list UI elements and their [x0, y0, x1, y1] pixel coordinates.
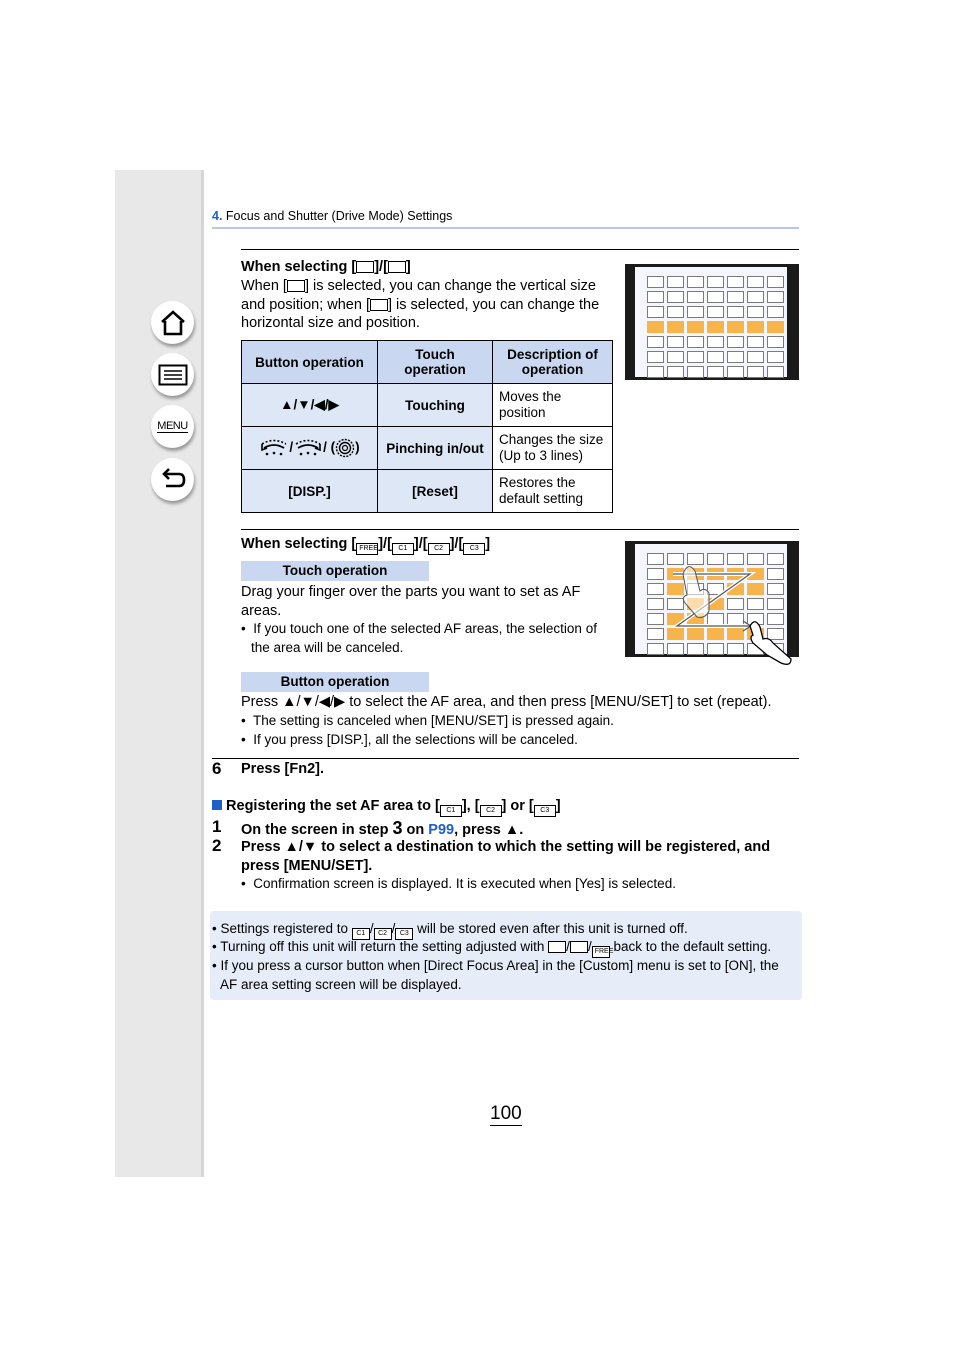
af-custom3-icon: C3	[395, 928, 413, 940]
af-area-cell	[707, 366, 724, 378]
button-operation-note-1: • The setting is canceled when [MENU/SET] is pressed again.	[241, 713, 614, 728]
af-area-cell	[727, 366, 744, 378]
af-area-cell	[667, 306, 684, 318]
section-description: When [ ] is selected, you can change the vertical size and position; when [ ] is selected, you can change the horizontal size and position.	[241, 278, 600, 331]
af-area-cell	[747, 366, 764, 378]
touch-operation-band: Touch operation	[241, 561, 429, 581]
touch-operation-text: Drag your finger over the parts you want to set as AF areas.	[241, 584, 581, 619]
af-area-cell	[747, 321, 764, 333]
af-area-cell	[747, 351, 764, 363]
af-area-cell	[647, 351, 664, 363]
section-divider	[241, 249, 799, 250]
cell-touch: [Reset]	[378, 470, 493, 513]
header-touch-operation: Touch operation	[378, 341, 493, 384]
af-custom2-icon: C2	[374, 928, 392, 940]
af-area-cell	[687, 306, 704, 318]
note-item: • If you press a cursor button when [Direct Focus Area] in the [Custom] menu is set to [ON], the AF area setting screen will be displayed.	[212, 958, 779, 992]
af-area-cell	[687, 366, 704, 378]
page-link-p99[interactable]: P99	[428, 822, 455, 838]
af-area-cell	[767, 291, 784, 303]
af-area-cell	[767, 321, 784, 333]
af-area-cell	[647, 366, 664, 378]
table-row	[242, 427, 613, 470]
af-area-cell	[707, 351, 724, 363]
cell-touch: Pinching in/out	[378, 427, 493, 470]
af-custom3-icon: C3	[534, 805, 556, 817]
button-operation-note-2: • If you press [DISP.], all the selections will be canceled.	[241, 732, 578, 747]
af-custom2-icon: C2	[480, 805, 502, 817]
af-area-cell	[707, 291, 724, 303]
af-area-cell	[687, 336, 704, 348]
section-title-line-size: When selecting [ ]/[ ]	[241, 259, 411, 275]
af-area-cell	[727, 321, 744, 333]
af-line-screen-illustration	[625, 264, 799, 380]
step-number: 6	[212, 759, 222, 778]
cell-button: / / ( )	[242, 427, 378, 470]
af-area-cell	[767, 306, 784, 318]
cell-description: Restores the default setting	[493, 470, 613, 513]
back-button[interactable]	[151, 458, 194, 501]
note-item: • Settings registered to C1 / C2 / C3 will be stored even after this unit is turned off.	[212, 919, 688, 940]
register-title: Registering the set AF area to [ C1 ], [ C2 ] or [ C3 ]	[212, 797, 561, 817]
af-horizontal-line-icon	[356, 261, 374, 273]
af-horizontal-line-icon	[287, 280, 305, 292]
chapter-number: 4.	[212, 209, 223, 223]
section-title-custom: When selecting [ FREE]/[ C1 ]/[ C2 ]/[ C3 ]	[241, 535, 490, 555]
af-area-cell	[767, 336, 784, 348]
af-area-cell	[707, 276, 724, 288]
header-description: Description of operation	[493, 341, 613, 384]
table-row	[242, 384, 613, 427]
menu-button[interactable]	[151, 405, 194, 448]
af-area-cell	[647, 306, 664, 318]
af-area-cell	[667, 291, 684, 303]
af-area-cell	[687, 276, 704, 288]
control-dial-icon	[335, 438, 355, 458]
square-bullet-icon	[212, 800, 222, 810]
touch-operation-note: • If you touch one of the selected AF areas, the selection of the area will be canceled.	[241, 621, 597, 655]
af-free-icon: FREE	[592, 946, 610, 958]
af-area-cell	[687, 351, 704, 363]
af-area-cell	[667, 351, 684, 363]
af-area-cell	[647, 321, 664, 333]
af-custom1-icon: C1	[392, 543, 414, 555]
af-area-cell	[667, 366, 684, 378]
af-area-cell	[647, 276, 664, 288]
af-area-cell	[747, 336, 764, 348]
rear-dial-left-icon	[259, 438, 289, 458]
step-text: Press ▲/▼ to select a destination to which the setting will be registered, and press [MENU/SET].	[241, 839, 771, 874]
af-area-cell	[747, 291, 764, 303]
af-area-cell	[707, 306, 724, 318]
cell-description: Moves the position	[493, 384, 613, 427]
breadcrumb	[212, 209, 452, 223]
af-area-cell	[707, 321, 724, 333]
step-text: On the screen in step 3 on P99, press ▲.	[241, 818, 524, 838]
af-area-cell	[647, 336, 664, 348]
af-area-cell	[767, 351, 784, 363]
af-area-cell	[767, 276, 784, 288]
rear-dial-right-icon	[293, 438, 323, 458]
af-vertical-line-icon	[370, 299, 388, 311]
note-item: • Turning off this unit will return the setting adjusted with / / FREE back to the default setting.	[212, 937, 771, 958]
table-row	[242, 470, 613, 513]
header-rule	[212, 227, 799, 229]
af-area-cell	[727, 306, 744, 318]
cell-button: [DISP.]	[242, 470, 378, 513]
af-area-cell	[727, 351, 744, 363]
contents-button[interactable]	[151, 353, 194, 396]
af-area-cell	[727, 276, 744, 288]
af-custom2-icon: C2	[428, 543, 450, 555]
af-custom3-icon: C3	[463, 543, 485, 555]
step-note: • Confirmation screen is displayed. It is executed when [Yes] is selected.	[241, 876, 676, 891]
chapter-title: Focus and Shutter (Drive Mode) Settings	[225, 209, 453, 223]
button-operation-text: Press ▲/▼/◀/▶ to select the AF area, and then press [MENU/SET] to set (repeat).	[241, 694, 772, 710]
step-number: 1	[212, 817, 222, 836]
af-custom-screen-illustration	[625, 541, 799, 657]
cell-button: ▲/▼/◀/▶	[242, 384, 378, 427]
back-icon	[159, 467, 187, 493]
cell-description: Changes the size (Up to 3 lines)	[493, 427, 613, 470]
af-area-cell	[727, 291, 744, 303]
af-area-cell	[687, 321, 704, 333]
af-custom1-icon: C1	[352, 928, 370, 940]
af-area-cell	[707, 336, 724, 348]
step-divider	[212, 758, 799, 759]
cell-touch: Touching	[378, 384, 493, 427]
operations-table	[241, 340, 613, 513]
home-button[interactable]	[151, 301, 194, 344]
contents-icon	[158, 364, 188, 386]
button-operation-band: Button operation	[241, 672, 429, 692]
step-number: 2	[212, 836, 222, 855]
af-vertical-line-icon	[388, 261, 406, 273]
af-area-cell	[647, 291, 664, 303]
section-divider	[241, 529, 799, 530]
af-area-cell	[767, 366, 784, 378]
drag-path-illustration	[625, 541, 799, 681]
af-area-cell	[747, 276, 764, 288]
header-button-operation: Button operation	[242, 341, 378, 384]
page-number: 100	[490, 1103, 522, 1124]
step-text: Press [Fn2].	[241, 761, 324, 777]
home-icon	[159, 309, 187, 337]
af-area-cell	[667, 276, 684, 288]
af-area-cell	[667, 336, 684, 348]
af-area-cell	[687, 291, 704, 303]
af-horizontal-line-icon	[548, 941, 566, 953]
af-area-cell	[667, 321, 684, 333]
af-free-icon: FREE	[356, 543, 378, 555]
af-area-cell	[747, 306, 764, 318]
menu-icon: MENU	[157, 419, 188, 432]
af-custom1-icon: C1	[440, 805, 462, 817]
af-vertical-line-icon	[570, 941, 588, 953]
af-area-cell	[727, 336, 744, 348]
